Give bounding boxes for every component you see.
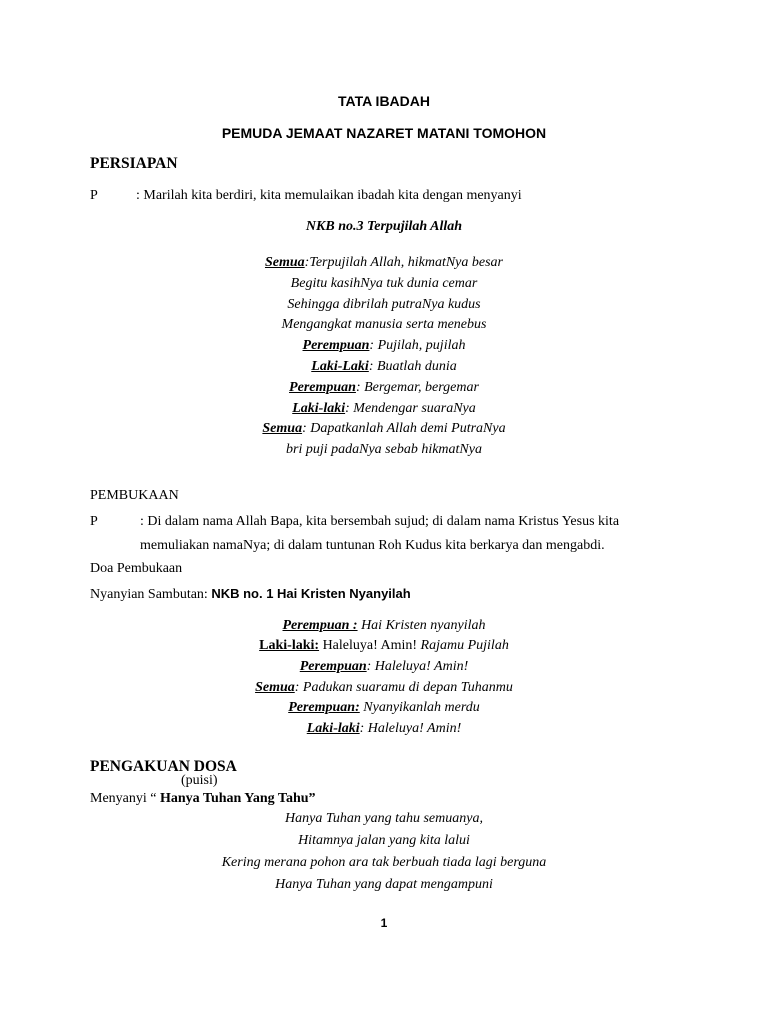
speaker-label: Perempuan (302, 338, 370, 354)
lyric-text: Begitu kasihNya tuk dunia cemar (290, 275, 478, 291)
speaker-separator: : (355, 379, 361, 395)
doa-pembukaan: Doa Pembukaan (90, 561, 183, 576)
lyric-text: Dapatkanlah Allah demi PutraNya (306, 421, 506, 437)
document-subtitle: PEMUDA JEMAAT NAZARET MATANI TOMOHON (221, 125, 547, 141)
lyric-line (0, 338, 768, 354)
lyric-text: : Padukan suaramu di depan Tuhanmu (294, 680, 513, 695)
lyric-text: bri puji padaNya sebab hikmatNya (286, 442, 482, 458)
speaker-label: Semua (264, 255, 305, 270)
lyric-text: Terpujilah Allah, hikmatNya besar (309, 255, 504, 270)
leader-label: P (90, 188, 98, 203)
lyric-line (0, 380, 768, 396)
speaker-separator: : (304, 255, 310, 270)
nyanyian-title: NKB no. 1 Hai Kristen Nyanyilah (211, 586, 411, 601)
leader-label: P (90, 514, 98, 529)
lyric-line (0, 442, 768, 458)
lyric-line (0, 618, 768, 634)
lyric-text: Haleluya! Amin! (319, 638, 418, 653)
leader-text-line-1: : Di dalam nama Allah Bapa, kita bersembah sujud; di dalam nama Kristus Yesus kita (140, 514, 620, 529)
section-heading-pembukaan: PEMBUKAAN (90, 488, 179, 503)
lyric-line (0, 359, 768, 375)
lyric-line (0, 421, 768, 437)
leader-text: : Marilah kita berdiri, kita memulaikan ibadah kita dengan menyanyi (136, 188, 522, 203)
lyric-text: : Haleluya! Amin! (359, 721, 462, 736)
speaker-label: Perempuan (299, 659, 367, 674)
speaker-label: Perempuan: (288, 700, 360, 715)
nyanyian-label: Nyanyian Sambutan: (90, 587, 212, 602)
speaker-separator: : (302, 421, 307, 437)
puisi-note: (puisi) (181, 773, 218, 788)
speaker-label: Laki-Laki (311, 359, 369, 374)
speaker-separator: : (345, 400, 350, 416)
lyric-line (0, 276, 768, 292)
poem-line: Hanya Tuhan yang tahu semuanya, (285, 811, 483, 826)
speaker-label: Laki-laki: (259, 638, 320, 653)
speaker-label: Laki-laki (306, 721, 360, 736)
lyric-text: Sehingga dibrilah putraNya kudus (287, 296, 481, 312)
menyanyi-title: Hanya Tuhan Yang Tahu” (159, 791, 316, 806)
speaker-separator: : (368, 359, 374, 374)
lyric-text: Hai Kristen nyanyilah (357, 618, 486, 633)
speaker-label: Laki-laki (292, 400, 346, 416)
lyric-text: Rajamu Pujilah (417, 638, 509, 653)
lyric-line (0, 401, 768, 417)
leader-text-line-2: memuliakan namaNya; di dalam tuntunan Roh Kudus kita berkarya dan mengabdi. (140, 538, 605, 553)
song-title: NKB no.3 Terpujilah Allah (305, 219, 463, 234)
poem-line: Hanya Tuhan yang dapat mengampuni (275, 877, 493, 892)
lyric-line (0, 638, 768, 654)
menyanyi-label: Menyanyi “ (90, 791, 160, 806)
lyric-line (0, 680, 768, 696)
speaker-label: Perempuan (289, 379, 356, 395)
lyric-text: : Haleluya! Amin! (366, 659, 469, 674)
nyanyian-sambutan (90, 586, 411, 603)
section-heading-pengakuan-dosa: PENGAKUAN DOSA (90, 758, 237, 775)
lyric-text: Mengangkat manusia serta menebus (281, 317, 487, 333)
lyric-text: Pujilah, pujilah (374, 338, 466, 354)
menyanyi-line (90, 791, 316, 807)
section-heading-persiapan: PERSIAPAN (90, 155, 178, 172)
lyric-line (0, 297, 768, 313)
document-title: TATA IBADAH (337, 93, 431, 109)
speaker-label: Semua (262, 421, 303, 437)
lyric-line (0, 317, 768, 333)
lyric-line (0, 721, 768, 737)
speaker-label: Semua (255, 680, 295, 695)
poem-line: Hitamnya jalan yang kita lalui (298, 833, 470, 848)
lyric-line (0, 659, 768, 675)
poem-line: Kering merana pohon ara tak berbuah tiada lagi berguna (221, 855, 547, 870)
lyric-text: Buatlah dunia (373, 359, 457, 374)
speaker-label: Perempuan : (282, 618, 358, 633)
page-number: 1 (380, 916, 388, 930)
lyric-text: Mendengar suaraNya (349, 400, 476, 416)
lyric-text: Bergemar, bergemar (360, 379, 479, 395)
lyric-line (0, 255, 768, 271)
lyric-text: Nyanyikanlah merdu (359, 700, 480, 715)
speaker-separator: : (369, 338, 375, 354)
lyric-line (0, 700, 768, 716)
